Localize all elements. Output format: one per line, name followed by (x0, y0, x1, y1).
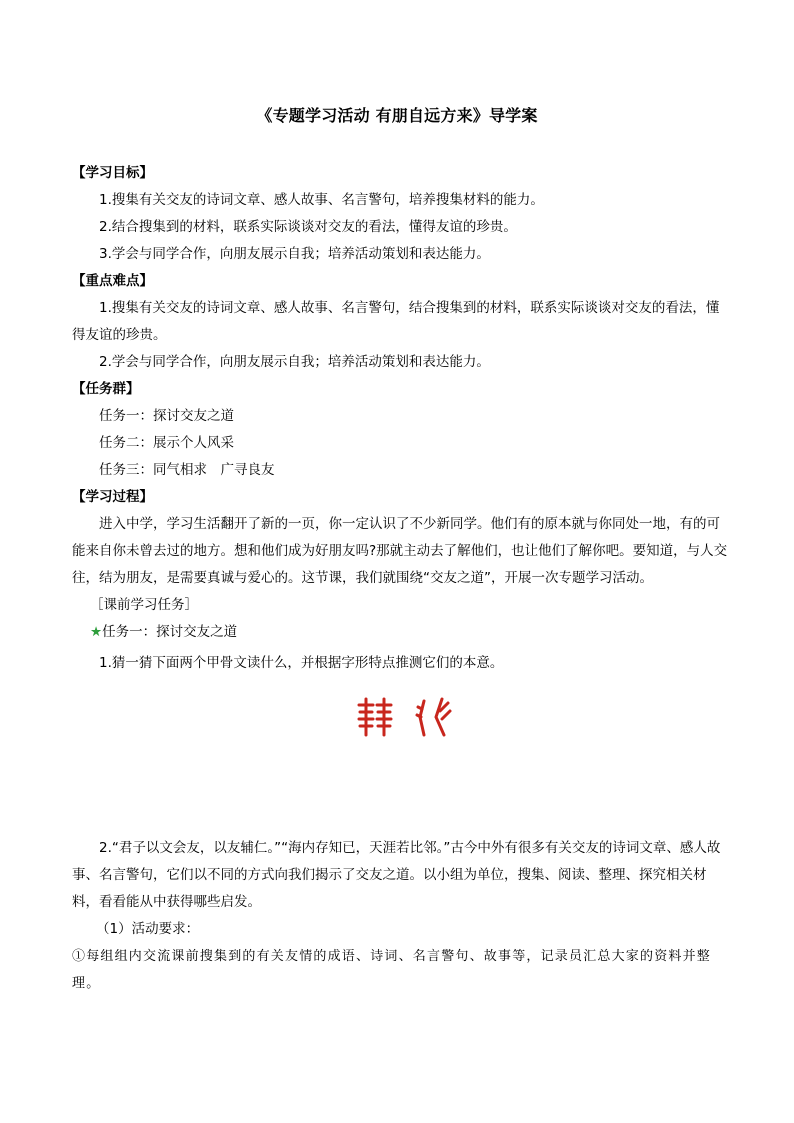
key-item-2: 2.学会与同学合作，向朋友展示自我；培养活动策划和表达能力。 (99, 354, 490, 370)
section-heading-process: 【学习过程】 (72, 489, 153, 505)
document-body (72, 160, 732, 997)
pre-class-task-label: ［课前学习任务］ (90, 597, 198, 613)
oracle-bone-glyphs-image (356, 695, 466, 741)
process-intro: 进入中学，学习生活翻开了新的一页，你一定认识了不少新同学。他们有的原本就与你同处一地，有的可能来自你未曾去过的地方。想和他们成为好朋友吗?那就主动去了解他们，也让他们了解你吧。要知道，与人交往，结为朋友，是需要真诚与爱心的。这节课，我们就围绕“交友之道”，开展一次专题学习活动。 (72, 516, 728, 586)
section-heading-tasks: 【任务群】 (72, 381, 140, 397)
requirement-1: ①每组组内交流课前搜集到的有关友情的成语、诗词、名言警句、故事等，记录员汇总大家的资料并整理。 (72, 949, 712, 991)
task1-label: 任务一：探讨交友之道 (102, 624, 238, 640)
oracle-glyphs-figure (72, 677, 732, 757)
question-2: 2.“君子以文会友，以友辅仁。”“海内存知已，天涯若比邻。”古今中外有很多有关交友的诗词文章、感人故事、名言警句，它们以不同的方式向我们揭示了交友之道。以小组为单位，搜集、阅读、整理、探究相关材料，看看能从中获得哪些启发。 (72, 840, 721, 910)
task-group-item-2: 任务二：展示个人风采 (99, 435, 234, 451)
goal-item-1: 1.搜集有关交友的诗词文章、感人故事、名言警句，培养搜集材料的能力。 (99, 192, 544, 208)
task1-line (72, 619, 732, 646)
activity-requirements-label: （1）活动要求： (96, 921, 200, 937)
star-icon: ★ (90, 624, 103, 640)
question-1: 1.猜一猜下面两个甲骨文读什么，并根据字形特点推测它们的本意。 (99, 655, 504, 671)
section-heading-goals: 【学习目标】 (72, 165, 153, 181)
goal-item-2: 2.结合搜集到的材料，联系实际谈谈对交友的看法，懂得友谊的珍贵。 (99, 219, 517, 235)
goal-item-3: 3.学会与同学合作，向朋友展示自我；培养活动策划和表达能力。 (99, 246, 490, 262)
document-title: 《专题学习活动 有朋自远方来》导学案 (256, 106, 538, 125)
task-group-item-1: 任务一：探讨交友之道 (99, 408, 234, 424)
task-group-item-3: 任务三：同气相求 广寻良友 (99, 462, 275, 478)
section-heading-key: 【重点难点】 (72, 273, 153, 289)
key-item-1: 1.搜集有关交友的诗词文章、感人故事、名言警句，结合搜集到的材料，联系实际谈谈对交友的看法，懂得友谊的珍贵。 (72, 300, 720, 343)
